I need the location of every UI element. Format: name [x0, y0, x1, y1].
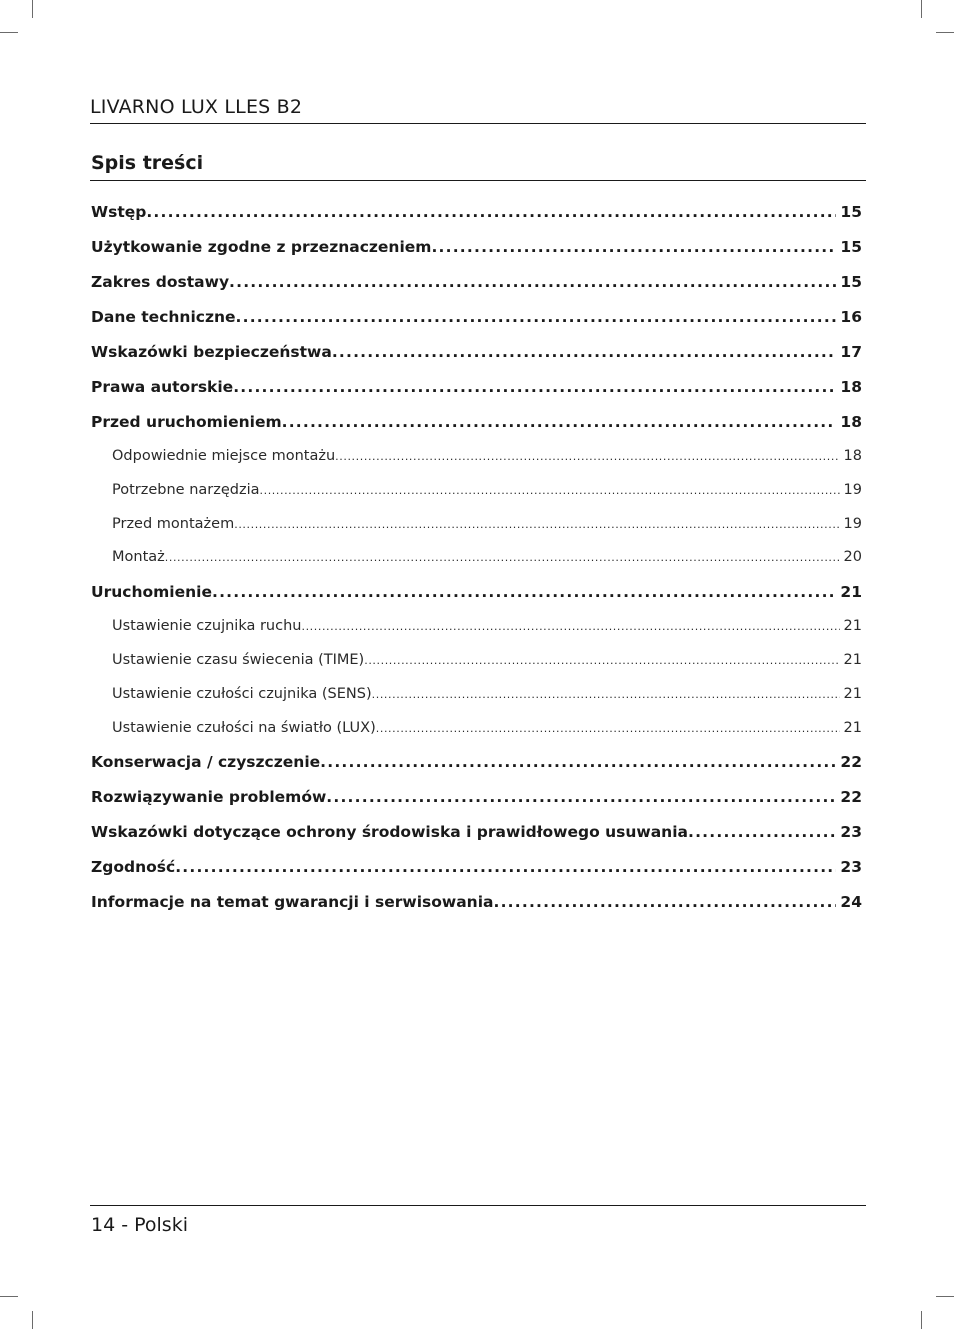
toc-subentry[interactable] — [91, 652, 862, 686]
toc-leader-dots — [229, 273, 836, 291]
toc-entry[interactable] — [91, 823, 862, 858]
toc-entry-page-number: 22 — [840, 753, 862, 772]
toc-leader-dots — [335, 450, 839, 463]
toc-leader-dots — [431, 238, 836, 256]
toc-entry-title: Ustawienie czułości na światło (LUX) — [112, 719, 376, 736]
toc-leader-dots — [326, 788, 836, 806]
toc-entry-page-number: 15 — [840, 273, 862, 291]
toc-subentry[interactable] — [91, 516, 862, 550]
toc-entry-title: Zakres dostawy — [91, 273, 230, 291]
toc-leader-dots — [236, 308, 837, 326]
toc-subentry[interactable] — [91, 549, 862, 583]
toc-entry-title: Wskazówki dotyczące ochrony środowiska i prawidłowego usuwania — [91, 823, 688, 842]
toc-leader-dots — [146, 203, 836, 221]
toc-leader-dots — [212, 583, 836, 601]
toc-entry-title: Wstęp — [91, 203, 147, 221]
toc-entry[interactable] — [91, 788, 862, 823]
toc-entry-page-number: 19 — [843, 481, 862, 498]
toc-entry-title: Ustawienie czujnika ruchu — [112, 618, 302, 635]
toc-entry-page-number: 18 — [840, 378, 862, 396]
toc-entry-page-number: 16 — [840, 308, 862, 326]
toc-leader-dots — [494, 893, 837, 911]
toc-leader-dots — [376, 722, 840, 735]
toc-entry-title: Odpowiednie miejsce montażu — [112, 448, 336, 464]
toc-entry-title: Uruchomienie — [91, 583, 212, 602]
crop-mark-bottom-right-horizontal — [936, 1296, 954, 1297]
toc-entry-page-number: 18 — [843, 448, 862, 464]
toc-entry[interactable] — [91, 583, 862, 618]
toc-entry[interactable] — [91, 238, 862, 273]
toc-entry-page-number: 23 — [840, 823, 862, 842]
page-header — [90, 92, 866, 124]
toc-leader-dots — [165, 551, 840, 564]
toc-entry-page-number: 21 — [843, 618, 862, 635]
toc-entry[interactable] — [91, 308, 862, 343]
toc-entry-title: Prawa autorskie — [91, 378, 234, 396]
toc-leader-dots — [234, 518, 839, 531]
toc-leader-dots — [301, 620, 839, 633]
toc-entry-page-number: 22 — [840, 788, 862, 807]
toc-entry-page-number: 21 — [843, 685, 862, 702]
toc-entry[interactable] — [91, 858, 862, 893]
toc-leader-dots — [282, 413, 837, 431]
toc-entry-title: Konserwacja / czyszczenie — [91, 753, 321, 772]
toc-entry-title: Użytkowanie zgodne z przeznaczeniem — [91, 238, 432, 256]
toc-leader-dots — [372, 688, 840, 701]
toc-leader-dots — [260, 484, 840, 497]
toc-heading: Spis treści — [91, 152, 204, 174]
toc-entry-page-number: 15 — [840, 238, 862, 256]
crop-mark-bottom-left-horizontal — [0, 1296, 18, 1297]
toc-entry[interactable] — [91, 203, 862, 238]
toc-leader-dots — [175, 858, 836, 876]
toc-entry-title: Informacje na temat gwarancji i serwisowania — [91, 893, 494, 912]
crop-mark-top-left-horizontal — [0, 32, 18, 33]
toc-entry[interactable] — [91, 413, 862, 448]
page-number-language: 14 - Polski — [91, 1214, 188, 1236]
crop-mark-bottom-left-vertical — [32, 1311, 33, 1329]
toc-entry-page-number: 23 — [840, 858, 862, 877]
toc-entry-page-number: 21 — [843, 719, 862, 736]
toc-leader-dots — [332, 343, 837, 361]
toc-subentry[interactable] — [91, 618, 862, 652]
toc-entry-page-number: 20 — [843, 549, 862, 566]
toc-entry-title: Wskazówki bezpieczeństwa — [91, 343, 332, 361]
toc-entry-page-number: 21 — [843, 651, 862, 668]
toc-entry-title: Montaż — [112, 549, 165, 566]
toc-subentry[interactable] — [91, 482, 862, 516]
crop-mark-bottom-right-vertical — [921, 1311, 922, 1329]
crop-mark-top-right-horizontal — [936, 32, 954, 33]
toc-entry-title: Ustawienie czułości czujnika (SENS) — [112, 685, 372, 702]
toc-leader-dots — [688, 823, 836, 841]
toc-entry-title: Rozwiązywanie problemów — [91, 788, 327, 807]
toc-entry-page-number: 21 — [840, 583, 862, 602]
toc-entry-title: Dane techniczne — [91, 308, 236, 326]
toc-entry[interactable] — [91, 378, 862, 413]
toc-entry[interactable] — [91, 343, 862, 378]
toc-heading-bar — [90, 148, 866, 181]
toc-entry-page-number: 19 — [843, 515, 862, 532]
toc-entry-page-number: 15 — [840, 203, 862, 221]
toc-entry-title: Zgodność — [91, 858, 176, 877]
toc-entry-title: Przed montażem — [112, 515, 235, 532]
toc-entry[interactable] — [91, 753, 862, 788]
toc-entry-title: Przed uruchomieniem — [91, 413, 282, 431]
table-of-contents — [91, 203, 862, 928]
toc-subentry[interactable] — [91, 448, 862, 482]
toc-entry-title: Ustawienie czasu świecenia (TIME) — [112, 651, 365, 668]
toc-entry-page-number: 17 — [840, 343, 862, 361]
toc-entry-page-number: 24 — [840, 893, 862, 912]
toc-leader-dots — [364, 654, 839, 667]
product-title: LIVARNO LUX LLES B2 — [90, 96, 303, 118]
crop-mark-top-left-vertical — [32, 0, 33, 18]
toc-entry-page-number: 18 — [840, 413, 862, 431]
crop-mark-top-right-vertical — [921, 0, 922, 18]
toc-subentry[interactable] — [91, 720, 862, 754]
toc-leader-dots — [233, 378, 836, 396]
toc-entry[interactable] — [91, 893, 862, 928]
toc-entry-title: Potrzebne narzędzia — [112, 481, 260, 498]
toc-subentry[interactable] — [91, 686, 862, 720]
toc-entry[interactable] — [91, 273, 862, 308]
toc-leader-dots — [320, 753, 836, 771]
page-footer — [90, 1205, 866, 1236]
